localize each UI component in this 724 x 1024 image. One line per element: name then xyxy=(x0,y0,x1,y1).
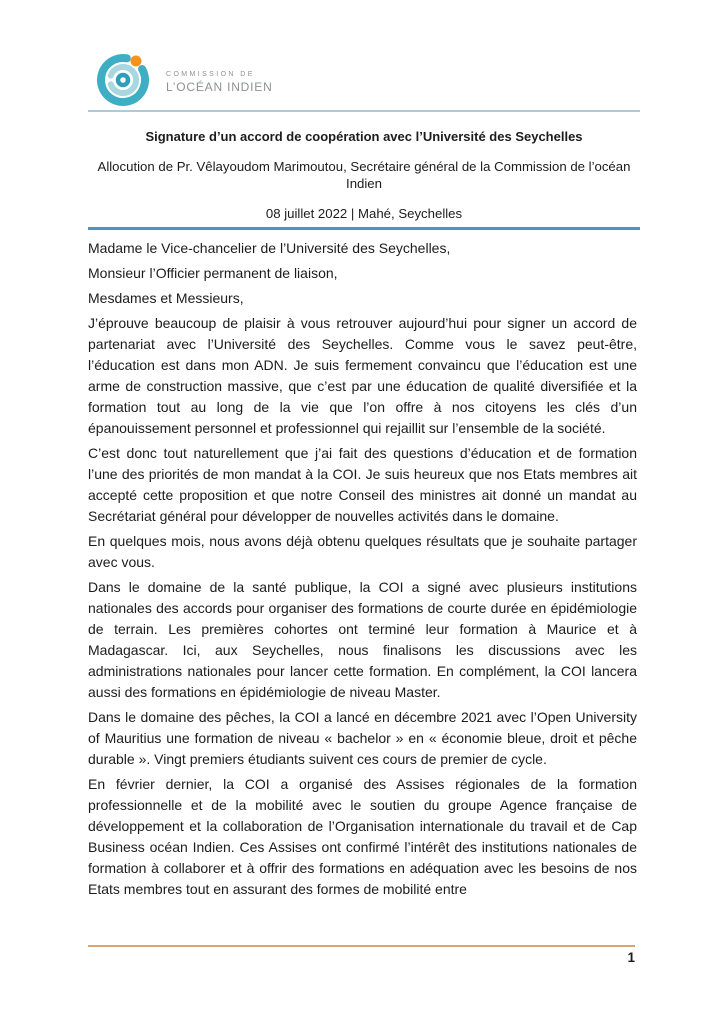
document-dateline: 08 juillet 2022 | Mahé, Seychelles xyxy=(265,206,463,221)
salutation-line: Monsieur l’Officier permanent de liaison, xyxy=(88,264,338,281)
logo-org-line2: L’OCÉAN INDIEN xyxy=(166,79,273,94)
footer-rule xyxy=(88,945,635,947)
document-body xyxy=(88,238,637,900)
document-footer xyxy=(88,945,635,965)
title-block xyxy=(88,128,640,222)
logo-orange-dot xyxy=(131,56,142,67)
coi-logo-wordmark xyxy=(166,65,273,94)
paragraph: En février dernier, la COI a organisé des Assises régionales de la formation professionnelle et de la mobilité avec le soutien du groupe Agence française de développement et la collaboration de l’Organisation internationale du travail et de Cap Business océan Indien. Ces Assises ont confirmé l’intérêt des institutions nationales de formation à collaborer et à offrir des formations en adéquation avec les besoins de nos Etats membres tout en assurant des formes de mobilité entre xyxy=(88,775,637,897)
paragraph: En quelques mois, nous avons déjà obtenu quelques résultats que je souhaite partager avec vous. xyxy=(88,532,637,570)
document-title: Signature d’un accord de coopération avec l’Université des Seychelles xyxy=(145,129,583,144)
logo-org-line1: COMMISSION DE xyxy=(166,70,255,78)
document-subtitle: Allocution de Pr. Vêlayoudom Marimoutou, Secrétaire général de la Commission de l’océan Indien xyxy=(97,159,631,191)
paragraph: Dans le domaine de la santé publique, la COI a signé avec plusieurs institutions nationales des accords pour organiser des formations de courte durée en épidémiologie de terrain. Les premières cohortes ont terminé leur formation à Maurice et à Madagascar. Ici, aux Seychelles, nous finalisons les discussions avec les administrations nationales pour lancer cette formation. En complément, la COI lancera aussi des formations en épidémiologie de niveau Master. xyxy=(88,578,637,700)
salutation-line: Madame le Vice-chancelier de l’Université des Seychelles, xyxy=(88,239,451,256)
paragraph: C’est donc tout naturellement que j’ai fait des questions d’éducation et de formation l’une des priorités de mon mandat à la COI. Je suis heureux que nos Etats membres ait accepté cette proposition et que notre Conseil des ministres ait donné un mandat au Secrétariat général pour développer de nouvelles activités dans le domaine. xyxy=(88,444,637,524)
document-header xyxy=(0,0,724,230)
coi-logo xyxy=(97,50,724,108)
salutation-line: Mesdames et Messieurs, xyxy=(88,289,244,306)
header-rule xyxy=(88,110,640,112)
coi-logo-icon xyxy=(97,50,153,108)
paragraph: J’éprouve beaucoup de plaisir à vous retrouver aujourd’hui pour signer un accord de partenariat avec l’Université des Seychelles. Comme vous le savez peut-être, l’éducation est dans mon ADN. Je suis fermement convaincu que l’éducation est une arme de construction massive, que c’est par une éducation de qualité diversifiée et la formation tout au long de la vie que l’on offre à nos citoyens les clés d’un épanouissement personnel et professionnel qui rejaillit sur l’ensemble de la société. xyxy=(88,314,637,436)
page-number: 1 xyxy=(627,950,635,965)
dateline-rule xyxy=(88,227,640,230)
paragraph: Dans le domaine des pêches, la COI a lancé en décembre 2021 avec l’Open University of Mauritius une formation de niveau « bachelor » en « économie bleue, droit et pêche durable ». Vingt premiers étudiants suivent ces cours de premier de cycle. xyxy=(88,708,637,767)
